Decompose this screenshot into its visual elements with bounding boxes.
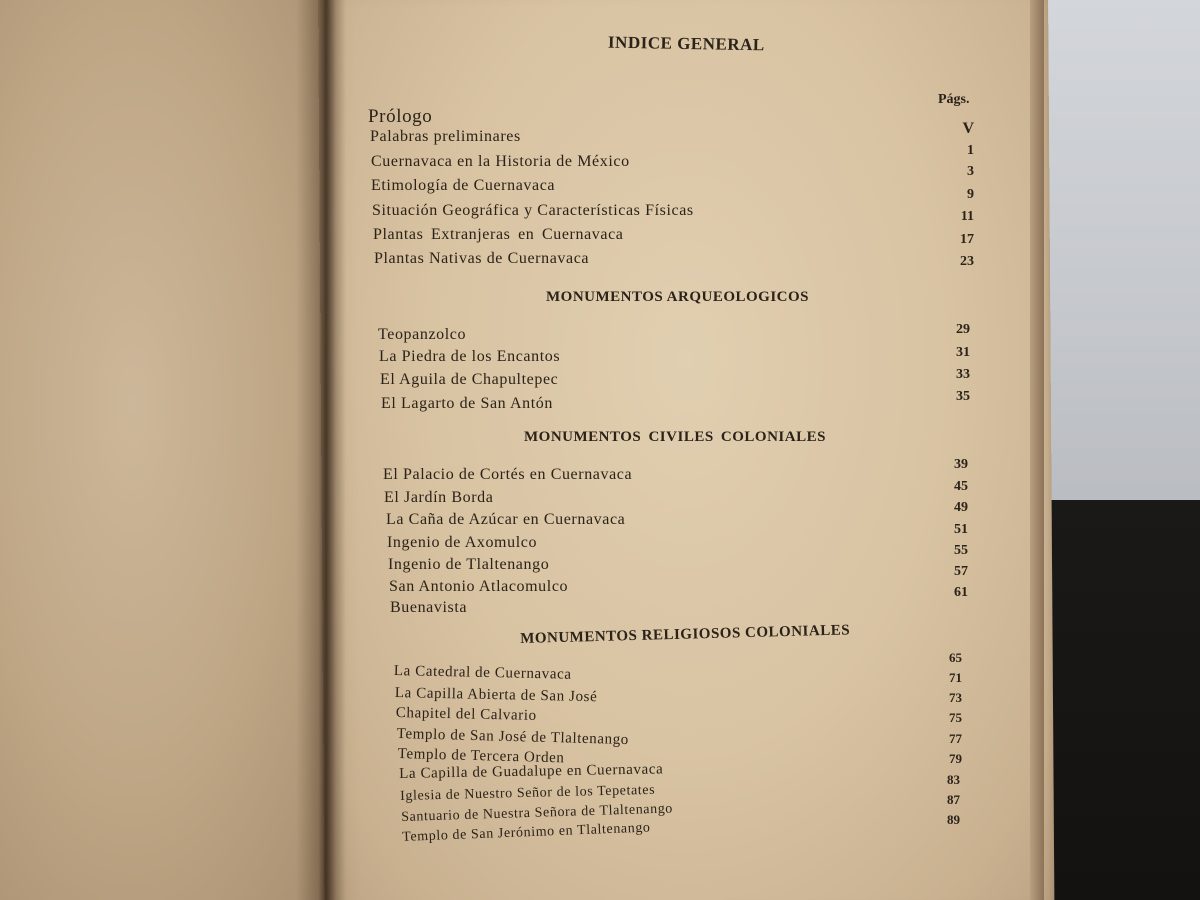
toc-entry-page: 73	[949, 690, 962, 705]
toc-entry-label: La Capilla Abierta de San José	[394, 685, 598, 706]
toc-entry-page: 45	[954, 479, 968, 494]
pages-label: Págs.	[938, 92, 970, 107]
toc-entry-page: 75	[949, 710, 962, 725]
toc-entry-page: 39	[954, 457, 968, 472]
toc-entry-label: Ingenio de Tlaltenango	[388, 556, 550, 573]
section-heading: MONUMENTOS CIVILES COLONIALES	[524, 429, 826, 445]
toc-entry-label: El Aguila de Chapultepec	[380, 371, 559, 388]
toc-entry-label: Teopanzolco	[378, 326, 467, 343]
toc-entry-label: La Catedral de Cuernavaca	[393, 663, 572, 683]
toc-entry-label: Ingenio de Axomulco	[387, 534, 538, 551]
toc-entry-label: El Palacio de Cortés en Cuernavaca	[383, 466, 633, 483]
toc-entry-label: Santuario de Nuestra Señora de Tlaltenango	[401, 801, 674, 825]
toc-entry-label: Palabras preliminares	[370, 128, 521, 145]
toc-entry-label: Templo de San Jerónimo en Tlaltenango	[402, 820, 651, 845]
toc-entry-page: 11	[960, 209, 974, 224]
toc-entry-page: 33	[956, 367, 970, 382]
background-wall	[1040, 0, 1200, 510]
toc-entry-page: 23	[960, 254, 974, 269]
toc-entry-page: 79	[949, 751, 962, 766]
toc-entry-page: 87	[947, 792, 960, 807]
toc-entry-page: 57	[954, 564, 968, 579]
toc-entry-page: V	[962, 120, 974, 137]
section-heading: MONUMENTOS ARQUEOLOGICOS	[546, 289, 810, 305]
toc-entry-page: 61	[954, 585, 968, 600]
book-spine	[296, 0, 346, 900]
toc-entry-page: 17	[960, 232, 974, 247]
toc-entry-page: 31	[956, 345, 970, 360]
toc-entry-page: 51	[954, 522, 968, 537]
toc-entry-label: Plantas Nativas de Cuernavaca	[374, 250, 590, 267]
toc-entry-label: El Lagarto de San Antón	[381, 395, 553, 412]
toc-entry-page: 9	[967, 187, 974, 202]
toc-entry-page: 77	[949, 731, 962, 746]
index-title: INDICE GENERAL	[607, 32, 765, 55]
toc-entry-label: Plantas Extranjeras en Cuernavaca	[373, 226, 624, 243]
toc-entry-label: Chapitel del Calvario	[395, 705, 537, 724]
toc-entry-page: 49	[954, 500, 968, 515]
toc-entry-label: Templo de San José de Tlaltenango	[396, 726, 630, 749]
toc-entry-label: La Piedra de los Encantos	[379, 348, 561, 365]
toc-entry-page: 65	[949, 650, 962, 665]
toc-entry-label: Situación Geográfica y Características Físicas	[372, 202, 694, 219]
left-page	[0, 0, 330, 900]
toc-entry-page: 35	[956, 389, 970, 404]
toc-entry-label: San Antonio Atlacomulco	[389, 578, 569, 595]
toc-entry-page: 3	[967, 164, 974, 179]
toc-entry-label: Prólogo	[368, 106, 433, 127]
toc-entry-label: Buenavista	[390, 599, 468, 616]
toc-entry-label: Cuernavaca en la Historia de México	[371, 153, 630, 170]
toc-entry-page: 89	[947, 812, 960, 827]
toc-entry-page: 83	[947, 772, 960, 787]
toc-entry-label: La Caña de Azúcar en Cuernavaca	[386, 511, 626, 528]
toc-entry-page: 1	[967, 143, 974, 158]
toc-entry-label: Etimología de Cuernavaca	[371, 177, 556, 194]
toc-entry-label: La Capilla de Guadalupe en Cuernavaca	[399, 761, 664, 782]
toc-entry-label: El Jardín Borda	[384, 489, 494, 506]
toc-entry-label: Iglesia de Nuestro Señor de los Tepetates	[400, 782, 656, 804]
section-heading: MONUMENTOS RELIGIOSOS COLONIALES	[520, 622, 851, 647]
toc-entry-label: Templo de Tercera Orden	[397, 746, 565, 767]
page-edge	[1030, 0, 1044, 900]
toc-entry-page: 55	[954, 543, 968, 558]
toc-entry-page: 29	[956, 322, 970, 337]
toc-entry-page: 71	[949, 670, 962, 685]
